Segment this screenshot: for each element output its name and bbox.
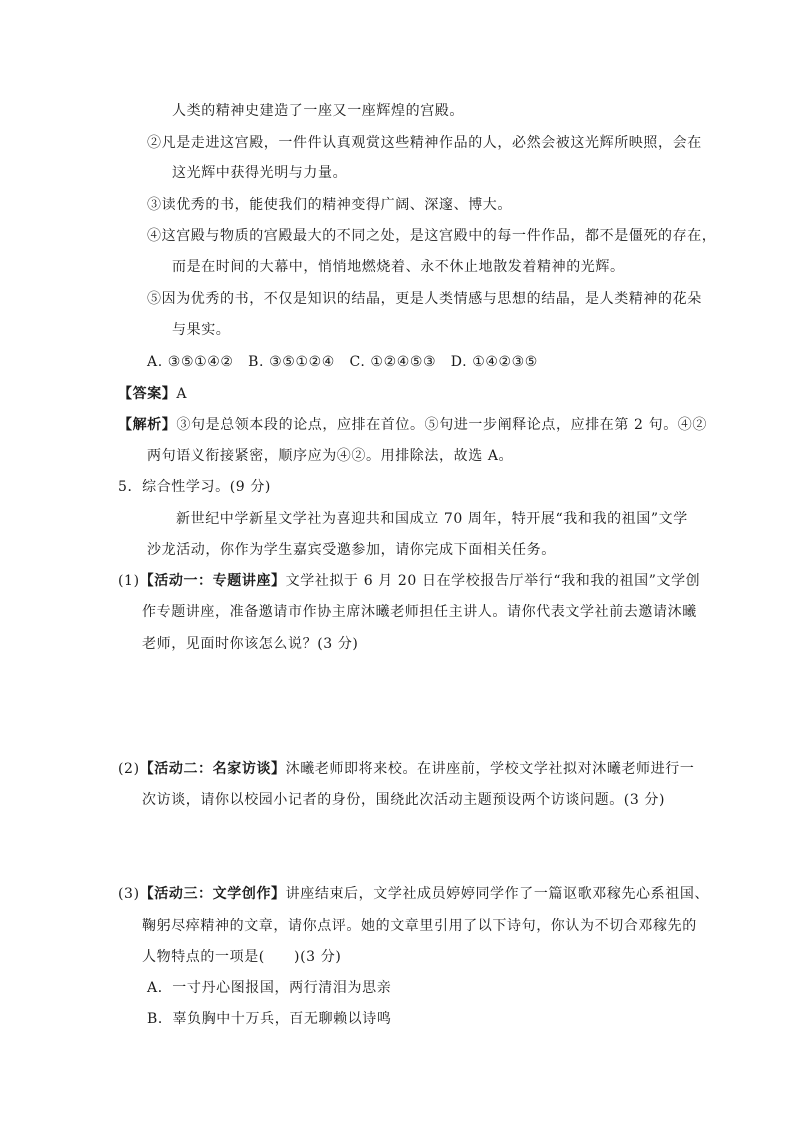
part-2-tag: 【活动二：名家访谈】 <box>139 761 286 777</box>
sentence-5-line-b: 与果实。 <box>172 322 231 338</box>
sentence-4-line-b: 而是在时间的大幕中，悄悄地燃烧着、永不休止地散发着精神的光辉。 <box>172 259 625 275</box>
part-1-text-a: 文学社拟于 6 月 20 日在学校报告厅举行“我和我的祖国”文学创 <box>285 573 701 589</box>
passage-line-1: 人类的精神史建造了一座又一座辉煌的宫殿。 <box>172 103 464 119</box>
part-1-number: (1) <box>118 573 140 589</box>
part-3-tag: 【活动三：文学创作】 <box>139 886 286 902</box>
answer-options: A. ③⑤①④② B. ③⑤①②④ C. ①②④⑤③ D. ①④②③⑤ <box>147 354 538 370</box>
part-3-text-a: 讲座结束后，文学社成员婷婷同学作了一篇讴歌邓稼先心系祖国、 <box>285 886 710 902</box>
question-5-intro-a: 新世纪中学新星文学社为喜迎共和国成立 70 周年，特开展“我和我的祖国”文学 <box>176 511 688 527</box>
part-2-number: (2) <box>118 761 140 777</box>
part-2-line-b: 次访谈，请你以校园小记者的身份，围绕此次活动主题预设两个访谈问题。(3 分) <box>142 792 666 808</box>
sentence-5-line-a: ⑤因为优秀的书，不仅是知识的结晶，更是人类情感与思想的结晶，是人类精神的花朵 <box>147 291 702 307</box>
sentence-2-line-a: ②凡是走进这宫殿，一件件认真观赏这些精神作品的人，必然会被这光辉所映照，会在 <box>147 135 702 151</box>
part-1-line-a <box>118 571 700 591</box>
part-3-line-b: 鞠躬尽瘁精神的文章，请你点评。她的文章里引用了以下诗句，你认为不切合邓稼先的 <box>142 918 697 934</box>
answer-label: 【答案】 <box>118 386 177 402</box>
part-3-option-a: A．一寸丹心图报国，两行清泪为思亲 <box>147 980 392 996</box>
part-2-text-a: 沐曦老师即将来校。在讲座前，学校文学社拟对沐曦老师进行一 <box>285 761 695 777</box>
part-1-line-c: 老师，见面时你该怎么说？(3 分) <box>142 636 359 652</box>
answer-value: A <box>176 386 188 402</box>
analysis-text-a: ③句是总领本段的论点，应排在首位。⑤句进一步阐释论点，应排在第 2 句。④② <box>176 417 708 433</box>
part-2-line-a <box>118 759 694 779</box>
analysis-line-b: 两句语义衔接紧密，顺序应为④②。用排除法，故选 A。 <box>147 448 514 464</box>
sentence-3: ③读优秀的书，能使我们的精神变得广阔、深邃、博大。 <box>147 197 512 213</box>
question-5-heading: 5．综合性学习。(9 分) <box>118 479 271 495</box>
analysis-line-a <box>118 415 707 435</box>
question-5-intro-b: 沙龙活动，你作为学生嘉宾受邀参加，请你完成下面相关任务。 <box>147 542 556 558</box>
part-3-line-a <box>118 884 709 904</box>
part-3-line-c: 人物特点的一项是( )(3 分) <box>142 949 342 965</box>
sentence-2-line-b: 这光辉中获得光明与力量。 <box>172 165 348 181</box>
analysis-label: 【解析】 <box>118 417 177 433</box>
part-1-tag: 【活动一：专题讲座】 <box>139 573 286 589</box>
part-3-option-b: B．辜负胸中十万兵，百无聊赖以诗鸣 <box>147 1011 392 1027</box>
part-1-line-b: 作专题讲座，准备邀请市作协主席沐曦老师担任主讲人。请你代表文学社前去邀请沐曦 <box>142 604 697 620</box>
answer-line <box>118 384 187 404</box>
part-3-number: (3) <box>118 886 140 902</box>
sentence-4-line-a: ④这宫殿与物质的宫殿最大的不同之处，是这宫殿中的每一件作品，都不是僵死的存在， <box>147 228 717 244</box>
